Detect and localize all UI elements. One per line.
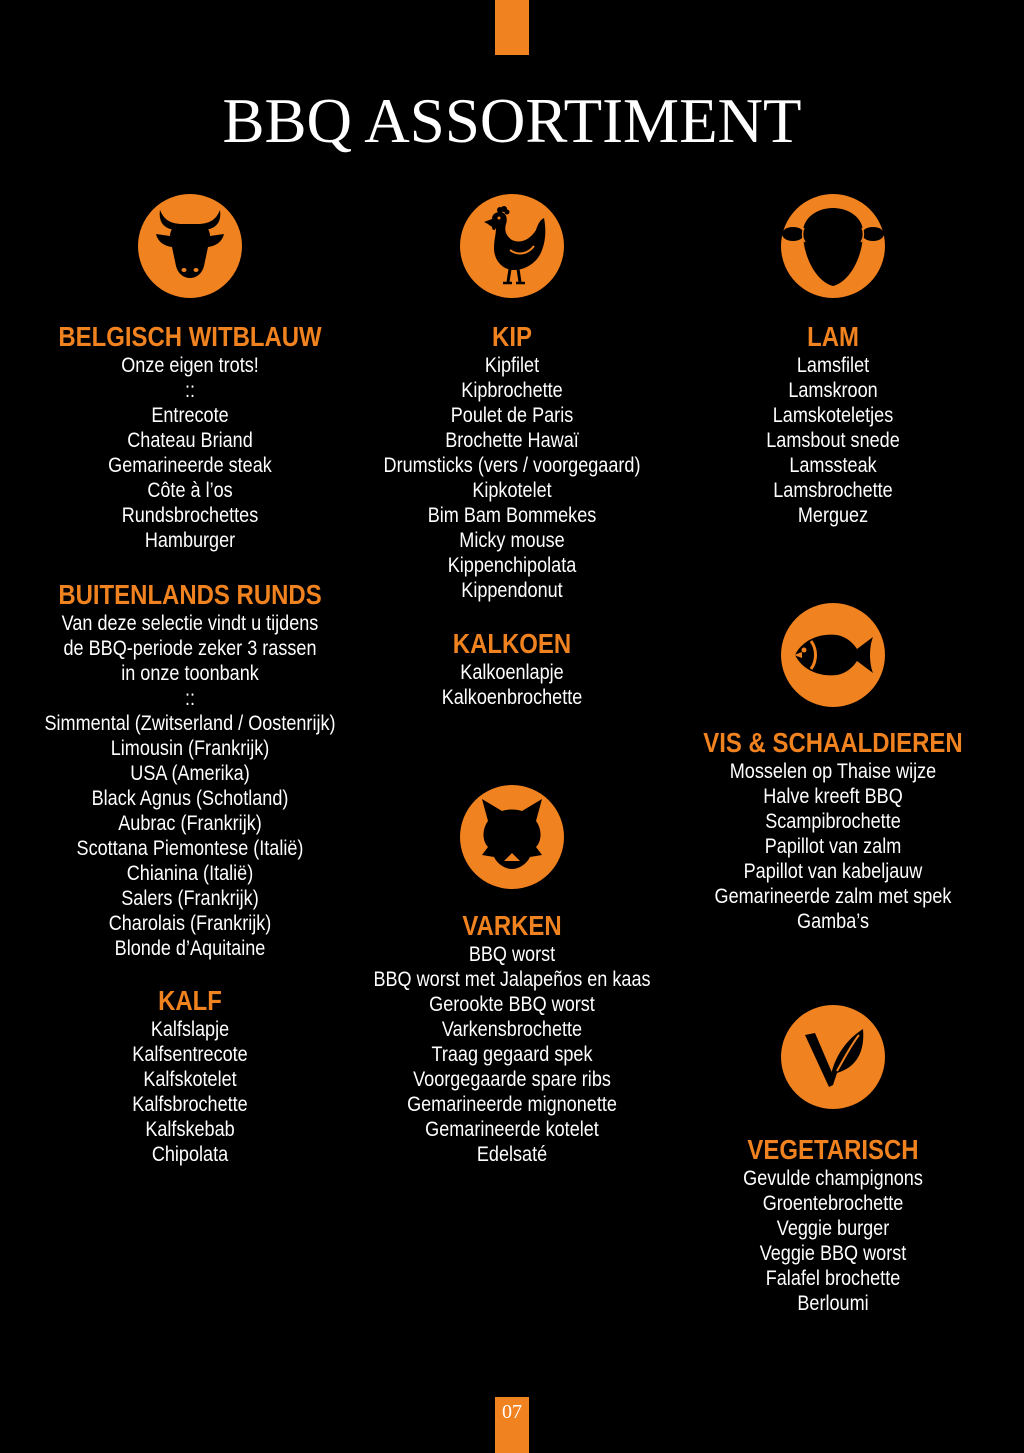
menu-item: Kalkoenlapje — [460, 660, 564, 684]
menu-item: Kalkoenbrochette — [441, 685, 583, 709]
chicken-icon — [460, 194, 564, 298]
page-title: BBQ ASSORTIMENT — [222, 86, 802, 156]
menu-item: Papillot van zalm — [764, 834, 902, 858]
menu-item: Scottana Piemontese (Italië) — [76, 836, 304, 860]
page-number: 07 — [502, 1401, 522, 1423]
menu-item: Kipbrochette — [461, 378, 563, 402]
fish-icon — [781, 603, 885, 707]
menu-item: Micky mouse — [459, 528, 565, 552]
section-intro: de BBQ-periode zeker 3 rassen — [63, 636, 317, 660]
section-vis-schaaldieren — [653, 726, 1013, 934]
menu-item: Lamskroon — [788, 378, 878, 402]
section-lam — [653, 320, 1013, 528]
section-vegetarisch — [653, 1133, 1013, 1316]
sheep-icon — [781, 194, 885, 298]
menu-item: Hamburger — [144, 528, 236, 552]
section-heading: VIS & SCHAALDIEREN — [703, 726, 963, 758]
menu-item: Varkensbrochette — [441, 1017, 583, 1041]
menu-item: Mosselen op Thaise wijze — [729, 759, 937, 783]
menu-item: Lamskoteletjes — [772, 403, 894, 427]
menu-item: Salers (Frankrijk) — [121, 886, 259, 910]
menu-item: Gemarineerde mignonette — [407, 1092, 617, 1116]
menu-item: Kipkotelet — [472, 478, 552, 502]
section-heading: VEGETARISCH — [747, 1133, 919, 1165]
menu-item: Lamsbout snede — [766, 428, 900, 452]
section-heading: KALF — [158, 984, 222, 1016]
section-kalkoen — [332, 627, 692, 710]
menu-item: Gemarineerde kotelet — [425, 1117, 599, 1141]
menu-item: Kalfsbrochette — [132, 1092, 248, 1116]
menu-item: Charolais (Frankrijk) — [108, 911, 272, 935]
menu-item: Lamsbrochette — [773, 478, 893, 502]
menu-item: BBQ worst met Jalapeños en kaas — [373, 967, 651, 991]
menu-item: Kalfskotelet — [143, 1067, 237, 1091]
menu-item: Poulet de Paris — [450, 403, 574, 427]
menu-item: Aubrac (Frankrijk) — [118, 811, 262, 835]
menu-item: BBQ worst — [468, 942, 556, 966]
section-heading: BUITENLANDS RUNDS — [58, 578, 322, 610]
menu-item: Veggie burger — [776, 1216, 890, 1240]
menu-item: Chianina (Italië) — [126, 861, 254, 885]
menu-item: Berloumi — [797, 1291, 869, 1315]
menu-item: Gevulde champignons — [743, 1166, 923, 1190]
section-belgisch-witblauw — [10, 320, 370, 553]
menu-item: Kippendonut — [461, 578, 563, 602]
menu-item: USA (Amerika) — [130, 761, 250, 785]
menu-item: Kalfsentrecote — [132, 1042, 248, 1066]
section-kalf — [10, 984, 370, 1167]
section-heading: VARKEN — [462, 909, 562, 941]
menu-item: Traag gegaard spek — [431, 1042, 593, 1066]
menu-item: Gerookte BBQ worst — [429, 992, 595, 1016]
menu-item: Kippenchipolata — [447, 553, 577, 577]
menu-item: Bim Bam Bommekes — [427, 503, 597, 527]
menu-item: Chateau Briand — [127, 428, 253, 452]
section-varken — [332, 909, 692, 1167]
section-heading: KIP — [492, 320, 532, 352]
menu-item: Onze eigen trots! — [121, 353, 259, 377]
separator: :: — [184, 686, 196, 710]
menu-item: Côte à l’os — [147, 478, 233, 502]
section-heading: KALKOEN — [452, 627, 572, 659]
pig-icon — [460, 785, 564, 889]
separator: :: — [184, 378, 196, 402]
menu-item: Scampibrochette — [765, 809, 901, 833]
menu-item: Simmental (Zwitserland / Oostenrijk) — [44, 711, 336, 735]
menu-item: Gamba’s — [797, 909, 869, 933]
menu-item: Blonde d’Aquitaine — [114, 936, 266, 960]
menu-item: Halve kreeft BBQ — [763, 784, 903, 808]
menu-item: Brochette Hawaï — [445, 428, 579, 452]
menu-item: Rundsbrochettes — [121, 503, 259, 527]
menu-item: Gemarineerde steak — [108, 453, 272, 477]
menu-item: Gemarineerde zalm met spek — [714, 884, 952, 908]
menu-item: Chipolata — [151, 1142, 229, 1166]
menu-item: Limousin (Frankrijk) — [110, 736, 270, 760]
menu-item: Drumsticks (vers / voorgegaard) — [383, 453, 641, 477]
menu-item: Merguez — [797, 503, 869, 527]
menu-item: Black Agnus (Schotland) — [91, 786, 289, 810]
section-kip — [332, 320, 692, 603]
section-intro: in onze toonbank — [121, 661, 259, 685]
section-heading: BELGISCH WITBLAUW — [58, 320, 322, 352]
bull-icon — [138, 194, 242, 298]
menu-item: Entrecote — [151, 403, 229, 427]
top-accent-tab — [495, 0, 529, 55]
menu-item: Edelsaté — [476, 1142, 548, 1166]
menu-item: Kalfslapje — [150, 1017, 230, 1041]
menu-item: Voorgegaarde spare ribs — [413, 1067, 611, 1091]
section-intro: Van deze selectie vindt u tijdens — [61, 611, 319, 635]
leaf-icon — [781, 1005, 885, 1109]
menu-item: Lamssteak — [789, 453, 877, 477]
menu-item: Veggie BBQ worst — [759, 1241, 907, 1265]
menu-item: Falafel brochette — [765, 1266, 901, 1290]
menu-item: Kalfskebab — [145, 1117, 235, 1141]
menu-item: Groentebrochette — [762, 1191, 904, 1215]
section-buitenlands-runds — [10, 578, 370, 961]
section-heading: LAM — [807, 320, 859, 352]
menu-item: Kipfilet — [484, 353, 540, 377]
page-number-tab — [495, 1397, 529, 1453]
menu-item: Lamsfilet — [796, 353, 870, 377]
menu-item: Papillot van kabeljauw — [743, 859, 923, 883]
